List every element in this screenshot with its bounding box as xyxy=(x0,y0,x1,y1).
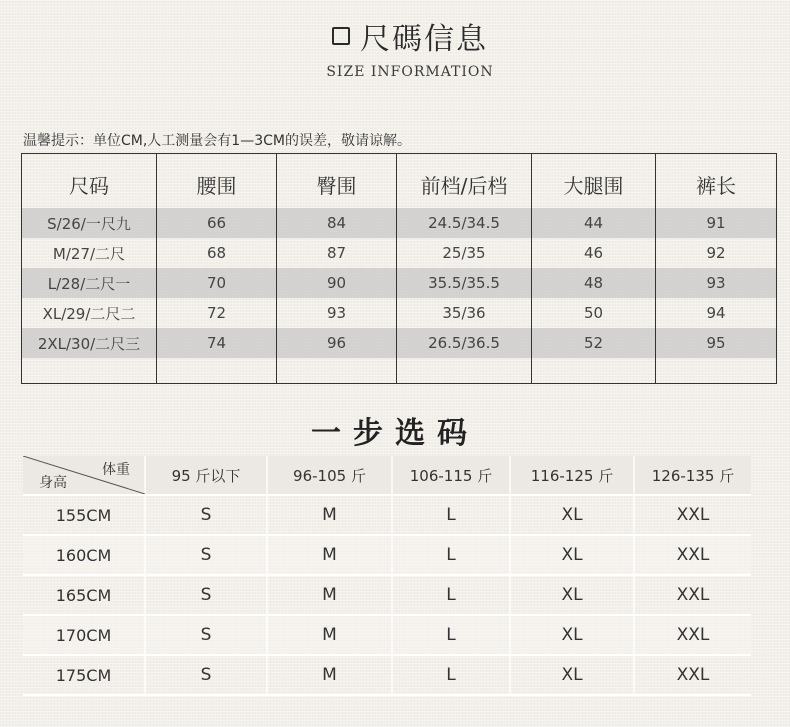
table-row xyxy=(23,575,751,615)
picker-header-row xyxy=(23,456,751,495)
size-cell: M xyxy=(267,495,392,535)
weight-header: 126-135 斤 xyxy=(634,456,751,495)
empty-cell xyxy=(277,358,397,384)
size-picker-table xyxy=(23,456,751,696)
cell-waist: 66 xyxy=(157,208,277,238)
cell-thigh: 52 xyxy=(532,328,656,358)
size-table-header xyxy=(22,154,777,209)
size-cell: L xyxy=(392,575,510,615)
table-row-empty xyxy=(22,358,777,384)
cell-size: L/28/二尺一 xyxy=(22,268,157,298)
cell-waist: 70 xyxy=(157,268,277,298)
empty-cell xyxy=(22,358,157,384)
table-row xyxy=(22,328,777,358)
cell-waist: 72 xyxy=(157,298,277,328)
cell-rise: 25/35 xyxy=(397,238,532,268)
empty-cell xyxy=(656,358,777,384)
cell-length: 92 xyxy=(656,238,777,268)
measurement-notice: 温馨提示：单位CM,人工测量会有1—3CM的误差，敬请谅解。 xyxy=(23,133,411,149)
size-cell: S xyxy=(145,615,267,655)
table-row xyxy=(23,535,751,575)
corner-cell xyxy=(23,456,145,495)
height-cell: 155CM xyxy=(23,495,145,535)
size-cell: S xyxy=(145,575,267,615)
cell-size: M/27/二尺 xyxy=(22,238,157,268)
height-cell: 170CM xyxy=(23,615,145,655)
table-row xyxy=(23,655,751,695)
cell-rise: 35/36 xyxy=(397,298,532,328)
page-subtitle: SIZE INFORMATION xyxy=(326,64,494,80)
header-waist: 腰围 xyxy=(157,154,277,209)
cell-size: 2XL/30/二尺三 xyxy=(22,328,157,358)
cell-waist: 68 xyxy=(157,238,277,268)
cell-hip: 96 xyxy=(277,328,397,358)
size-cell: L xyxy=(392,495,510,535)
cell-size: S/26/一尺九 xyxy=(22,208,157,238)
size-cell: XXL xyxy=(634,495,751,535)
cell-length: 91 xyxy=(656,208,777,238)
size-cell: M xyxy=(267,655,392,695)
cell-rise: 35.5/35.5 xyxy=(397,268,532,298)
size-cell: S xyxy=(145,495,267,535)
header-size: 尺码 xyxy=(22,154,157,209)
table-row xyxy=(22,268,777,298)
title-line xyxy=(332,14,488,58)
weight-header: 96-105 斤 xyxy=(267,456,392,495)
cell-thigh: 50 xyxy=(532,298,656,328)
weight-header: 106-115 斤 xyxy=(392,456,510,495)
table-row xyxy=(22,238,777,268)
size-cell: L xyxy=(392,655,510,695)
size-cell: XL xyxy=(510,655,634,695)
empty-cell xyxy=(397,358,532,384)
size-cell: M xyxy=(267,615,392,655)
header-rise: 前档/后档 xyxy=(397,154,532,209)
cell-hip: 90 xyxy=(277,268,397,298)
cell-hip: 93 xyxy=(277,298,397,328)
size-cell: L xyxy=(392,615,510,655)
header-hip: 臀围 xyxy=(277,154,397,209)
size-cell: XXL xyxy=(634,575,751,615)
height-cell: 175CM xyxy=(23,655,145,695)
header-length: 裤长 xyxy=(656,154,777,209)
size-cell: M xyxy=(267,535,392,575)
cell-length: 93 xyxy=(656,268,777,298)
cell-thigh: 44 xyxy=(532,208,656,238)
cell-rise: 24.5/34.5 xyxy=(397,208,532,238)
size-cell: XXL xyxy=(634,535,751,575)
table-row xyxy=(23,615,751,655)
size-cell: S xyxy=(145,535,267,575)
corner-height-label: 身高 xyxy=(39,475,67,491)
height-cell: 160CM xyxy=(23,535,145,575)
table-row xyxy=(23,495,751,535)
table-row xyxy=(22,298,777,328)
cell-thigh: 48 xyxy=(532,268,656,298)
size-cell: M xyxy=(267,575,392,615)
cell-length: 94 xyxy=(656,298,777,328)
cell-size: XL/29/二尺二 xyxy=(22,298,157,328)
size-cell: XL xyxy=(510,495,634,535)
page-title: 尺碼信息 xyxy=(360,22,488,57)
square-outline-icon xyxy=(332,27,350,45)
size-cell: L xyxy=(392,535,510,575)
size-cell: XL xyxy=(510,575,634,615)
table-row xyxy=(22,208,777,238)
cell-length: 95 xyxy=(656,328,777,358)
cell-waist: 74 xyxy=(157,328,277,358)
empty-cell xyxy=(532,358,656,384)
size-cell: XXL xyxy=(634,615,751,655)
size-cell: XL xyxy=(510,615,634,655)
size-cell: S xyxy=(145,655,267,695)
header-thigh: 大腿围 xyxy=(532,154,656,209)
size-cell: XXL xyxy=(634,655,751,695)
empty-cell xyxy=(157,358,277,384)
corner-weight-label: 体重 xyxy=(102,462,130,478)
weight-header: 116-125 斤 xyxy=(510,456,634,495)
cell-hip: 84 xyxy=(277,208,397,238)
weight-header: 95 斤以下 xyxy=(145,456,267,495)
cell-thigh: 46 xyxy=(532,238,656,268)
size-table xyxy=(21,153,777,384)
height-cell: 165CM xyxy=(23,575,145,615)
size-cell: XL xyxy=(510,535,634,575)
cell-hip: 87 xyxy=(277,238,397,268)
cell-rise: 26.5/36.5 xyxy=(397,328,532,358)
title-block xyxy=(0,14,790,80)
section-title-quick-pick: 一步选码 xyxy=(311,416,479,451)
